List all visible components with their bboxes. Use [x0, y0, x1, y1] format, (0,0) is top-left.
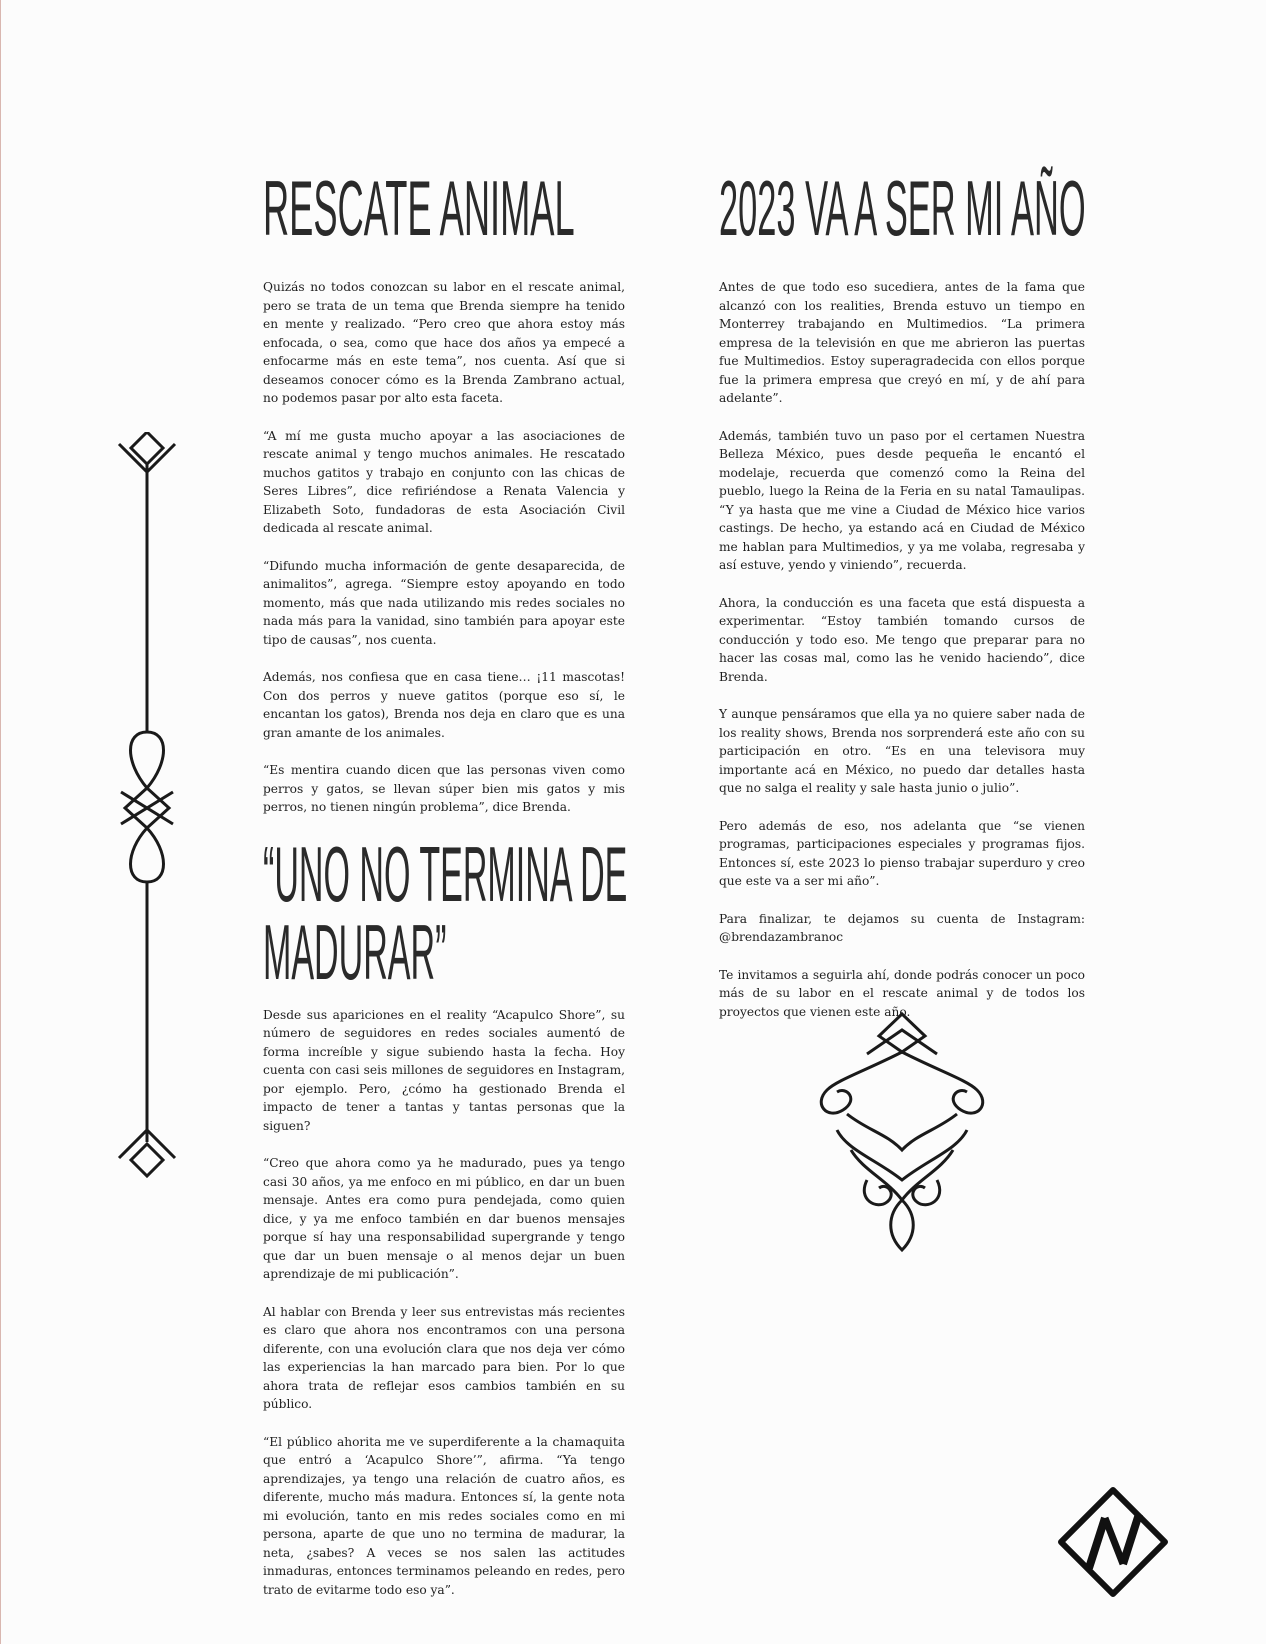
- paragraph: Antes de que todo eso sucediera, antes de la fama que alcanzó con los realities, Brenda estuvo un tiempo en Monterrey trabajando en Multimedios. “La primera empresa de la televisión en que me abrieron las puertas fue Multimedios. Estoy superagradecida con ellos porque fue la primera empresa que creyó en mí, y de ahí para adelante”.: [719, 280, 1085, 405]
- anio-heading: 2023 VA A SER MI AÑO: [719, 165, 1086, 252]
- paragraph: Y aunque pensáramos que ella ya no quiere saber nada de los reality shows, Brenda nos sorprenderá este año con su participación en otro. “Es en una televisora muy importante acá en México, no puedo dar detalles hasta que no salga el reality y sale hasta junio o julio”.: [719, 707, 1085, 795]
- vertical-flourish-ornament-icon: [111, 432, 183, 1222]
- madurar-heading-line1: “UNO NO TERMINA DE: [263, 831, 628, 918]
- paragraph: “El público ahorita me ve superdiferente a la chamaquita que entró a ‘Acapulco Shore’”, afirma. “Ya tengo aprendizajes, ya tengo una relación de cuatro años, es diferente, mucho más madura. Entonces sí, la gente nota mi evolución, tanto en mis redes sociales como en mi persona, aparte de que uno no termina de madurar, la neta, ¿sabes? A veces se nos salen las actitudes inmaduras, entonces terminamos peleando en redes, pero trato de evitarme todo eso ya”.: [263, 1434, 625, 1597]
- rescate-animal-heading: RESCATE ANIMAL: [263, 165, 575, 252]
- paragraph: Pero además de eso, nos adelanta que “se vienen programas, participaciones especiales y programas fijos. Entonces sí, este 2023 lo pienso trabajar superduro y creo que este va a ser mi año”.: [719, 818, 1085, 888]
- paragraph: Además, nos confiesa que en casa tiene… ¡11 mascotas! Con dos perros y nueve gatitos (porque eso sí, le encantan los gatos), Brenda nos deja en claro que es una gran amante de los animales.: [263, 670, 625, 740]
- paragraph: Quizás no todos conozcan su labor en el rescate animal, pero se trata de un tema que Brenda siempre ha tenido en mente y realizado. “Pero creo que ahora estoy más enfocada, o sea, como que hace dos años ya empecé a enfocarme más en este tema”, nos cuenta. Así que si deseamos conocer cómo es la Brenda Zambrano actual, no podemos pasar por alto esta faceta.: [263, 280, 625, 405]
- paragraph: “A mí me gusta mucho apoyar a las asociaciones de rescate animal y tengo muchos animales. He rescatado muchos gatitos y trabajo en conjunto con las chicas de Seres Libres”, dice refiriéndose a Renata Valencia y Elizabeth Soto, fundadoras de esta Asociación Civil dedicada al rescate animal.: [263, 428, 625, 535]
- right-column: [719, 165, 1086, 1040]
- paragraph: “Creo que ahora como ya he madurado, pues ya tengo casi 30 años, ya me enfoco en mi público, en dar un buen mensaje. Antes era como pura pendejada, como quien dice, y ya me enfoco también en dar buenos mensajes porque sí hay una responsabilidad supergrande y tengo que dar un buen mensaje o al menos dejar un buen aprendizaje de mi publicación”.: [263, 1156, 625, 1281]
- anio-body: [719, 278, 1085, 1021]
- paragraph: “Difundo mucha información de gente desaparecida, de animalitos”, agrega. “Siempre estoy apoyando en todo momento, más que nada utilizando mis redes sociales no nada más para la vanidad, sino también para apoyar este tipo de causas”, nos cuenta.: [263, 558, 625, 647]
- paragraph: Ahora, la conducción es una faceta que está dispuesta a experimentar. “Estoy también tomando cursos de conducción y todo eso. Me tengo que preparar para no hacer las cosas mal, como las he venido haciendo”, dice Brenda.: [719, 595, 1085, 684]
- madurar-heading: [263, 831, 628, 996]
- paragraph: Al hablar con Brenda y leer sus entrevistas más recientes es claro que ahora nos encontramos con una persona diferente, con una evolución clara que nos deja ver cómo las experiencias la han marcado para bien. Por lo que ahora trata de reflejar esos cambios también en su público.: [263, 1304, 625, 1411]
- left-column: [263, 165, 628, 1618]
- madurar-heading-line2: MADURAR”: [263, 909, 447, 996]
- paragraph: “Es mentira cuando dicen que las personas viven como perros y gatos, se llevan súper bien mis gatos y mis perros, no tienen ningún problema”, dice Brenda.: [263, 763, 625, 814]
- paragraph: Desde sus apariciones en el reality “Acapulco Shore”, su número de seguidores en redes sociales aumentó de forma increíble y sigue subiendo hasta la fecha. Hoy cuenta con casi seis millones de seguidores en Instagram, por ejemplo. Pero, ¿cómo ha gestionado Brenda el impacto de tener a tantas y tantas personas que la siguen?: [263, 1007, 625, 1133]
- center-flourish-ornament-icon: [807, 1010, 997, 1255]
- paragraph: Para finalizar, te dejamos su cuenta de Instagram: @brendazambranoc: [719, 911, 1085, 944]
- paragraph: Además, también tuvo un paso por el certamen Nuestra Belleza México, pues desde pequeña le encantó el modelaje, recuerda que comenzó como la Reina del pueblo, luego la Reina de la Feria en su natal Tamaulipas. “Y ya hasta que me vine a Ciudad de México hice varios castings. De hecho, ya estando acá en Ciudad de México me hablan para Multimedios, y ya me volaba, regresaba y así estuve, yendo y viniendo”, recuerda.: [719, 428, 1085, 572]
- rescate-animal-body: [263, 278, 625, 817]
- paragraph: Te invitamos a seguirla ahí, donde podrás conocer un poco más de su labor en el rescate animal y de todos los proyectos que vienen este año.: [719, 967, 1085, 1019]
- n-diamond-logo-icon: [1055, 1484, 1171, 1600]
